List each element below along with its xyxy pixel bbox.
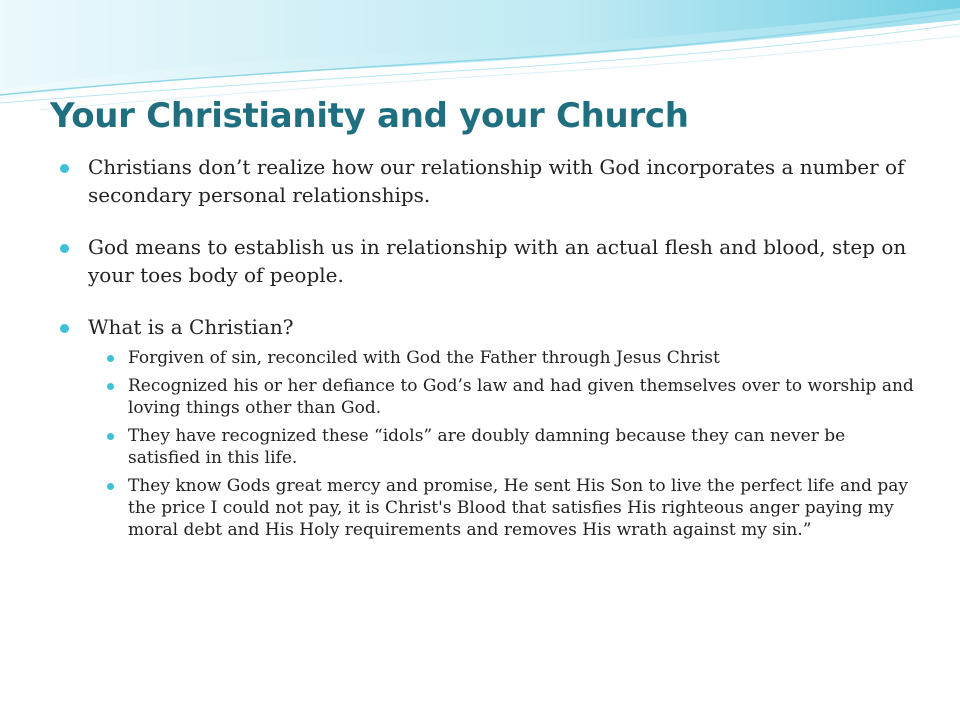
bullet-item: [60, 233, 920, 289]
bullet-dot-icon: [107, 433, 114, 440]
bullet-item: [60, 313, 920, 341]
bullet-dot-icon: [60, 164, 69, 173]
slide-body: [60, 153, 920, 547]
sub-bullet-item: [128, 347, 920, 369]
sub-bullet-text: They know Gods great mercy and promise, He sent His Son to live the perfect life and pay the price I could not pay, it is Christ's Blood that satisfies His righteous anger paying my moral debt and His Holy requirements and removes His wrath against my sin.”: [128, 476, 908, 540]
bullet-item: [60, 153, 920, 209]
sub-bullet-item: [128, 475, 920, 541]
sub-bullet-item: [128, 375, 920, 419]
sub-bullet-text: Recognized his or her defiance to God’s law and had given themselves over to worship and loving things other than God.: [128, 376, 914, 418]
bullet-dot-icon: [107, 483, 114, 490]
bullet-dot-icon: [60, 324, 69, 333]
sub-bullet-list: [60, 347, 920, 541]
sub-bullet-text: They have recognized these “idols” are doubly damning because they can never be satisfied in this life.: [128, 426, 846, 468]
sub-bullet-item: [128, 425, 920, 469]
slide-title: Your Christianity and your Church: [50, 96, 689, 136]
bullet-dot-icon: [107, 383, 114, 390]
bullet-text: God means to establish us in relationship with an actual flesh and blood, step on your toes body of people.: [88, 235, 907, 287]
sub-bullet-text: Forgiven of sin, reconciled with God the Father through Jesus Christ: [128, 348, 720, 368]
bullet-dot-icon: [60, 244, 69, 253]
bullet-text: Christians don’t realize how our relationship with God incorporates a number of secondary personal relationships.: [88, 155, 905, 207]
bullet-dot-icon: [107, 355, 114, 362]
bullet-text: What is a Christian?: [88, 315, 294, 339]
